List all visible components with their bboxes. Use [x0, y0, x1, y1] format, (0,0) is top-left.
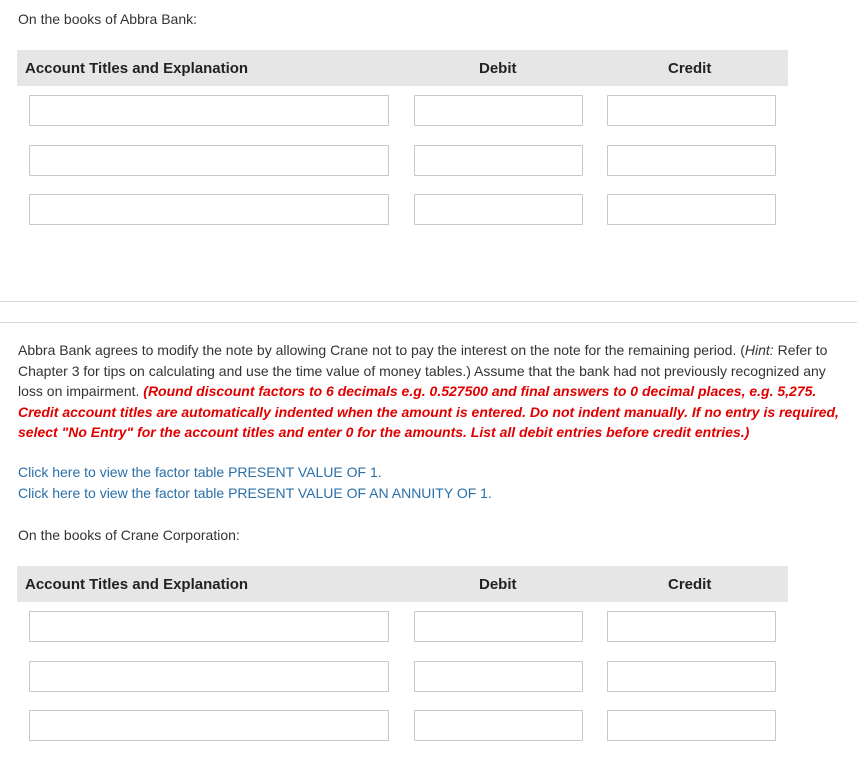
abbra-credit-input-1[interactable]: [607, 95, 776, 126]
credit-header: Credit: [668, 576, 712, 593]
crane-debit-input-3[interactable]: [414, 710, 583, 741]
account-titles-header: Account Titles and Explanation: [25, 576, 249, 593]
pv-of-1-link[interactable]: Click here to view the factor table PRESENT VALUE OF 1.: [18, 464, 382, 480]
abbra-bank-section-label: On the books of Abbra Bank:: [18, 11, 198, 27]
crane-entry-row-3: [0, 710, 857, 741]
crane-entry-row-2: [0, 661, 857, 692]
crane-section-label: On the books of Crane Corporation:: [18, 527, 240, 543]
crane-credit-input-3[interactable]: [607, 710, 776, 741]
crane-table-header: [17, 566, 788, 602]
abbra-account-title-input-1[interactable]: [29, 95, 389, 126]
abbra-table-header: [17, 50, 788, 86]
pv-annuity-link[interactable]: Click here to view the factor table PRESENT VALUE OF AN ANNUITY OF 1.: [18, 485, 492, 501]
account-titles-header: Account Titles and Explanation: [25, 60, 249, 77]
abbra-debit-input-3[interactable]: [414, 194, 583, 225]
abbra-account-title-input-2[interactable]: [29, 145, 389, 176]
abbra-entry-row-1: [0, 95, 857, 126]
crane-credit-input-1[interactable]: [607, 611, 776, 642]
credit-header: Credit: [668, 60, 712, 77]
crane-account-title-input-1[interactable]: [29, 611, 389, 642]
abbra-account-title-input-3[interactable]: [29, 194, 389, 225]
abbra-credit-input-2[interactable]: [607, 145, 776, 176]
instructions-text-2: Refer to Chapter 3 for tips on calculating and use the time value of money tables.) Assume that the bank had not previously recognized any loss on impairment.: [18, 342, 828, 399]
crane-debit-input-2[interactable]: [414, 661, 583, 692]
abbra-debit-input-2[interactable]: [414, 145, 583, 176]
section-divider: [0, 301, 857, 323]
crane-account-title-input-3[interactable]: [29, 710, 389, 741]
crane-debit-input-1[interactable]: [414, 611, 583, 642]
crane-account-title-input-2[interactable]: [29, 661, 389, 692]
abbra-debit-input-1[interactable]: [414, 95, 583, 126]
debit-header: Debit: [479, 576, 517, 593]
crane-entry-row-1: [0, 611, 857, 642]
debit-header: Debit: [479, 60, 517, 77]
instructions-paragraph: [18, 340, 854, 443]
instructions-text-1: Abbra Bank agrees to modify the note by allowing Crane not to pay the interest on the note for the remaining period. (: [18, 342, 745, 358]
hint-label: Hint:: [744, 342, 774, 358]
rounding-instructions: (Round discount factors to 6 decimals e.g. 0.527500 and final answers to 0 decimal places, e.g. 5,275. Credit account titles are automatically indented when the amount is entered. Do not indent manually. If no entry is required, select "No Entry" for the account titles and enter 0 for the amounts. List all debit entries before credit entries.): [18, 383, 839, 440]
abbra-entry-row-2: [0, 145, 857, 176]
abbra-credit-input-3[interactable]: [607, 194, 776, 225]
crane-credit-input-2[interactable]: [607, 661, 776, 692]
abbra-entry-row-3: [0, 194, 857, 225]
